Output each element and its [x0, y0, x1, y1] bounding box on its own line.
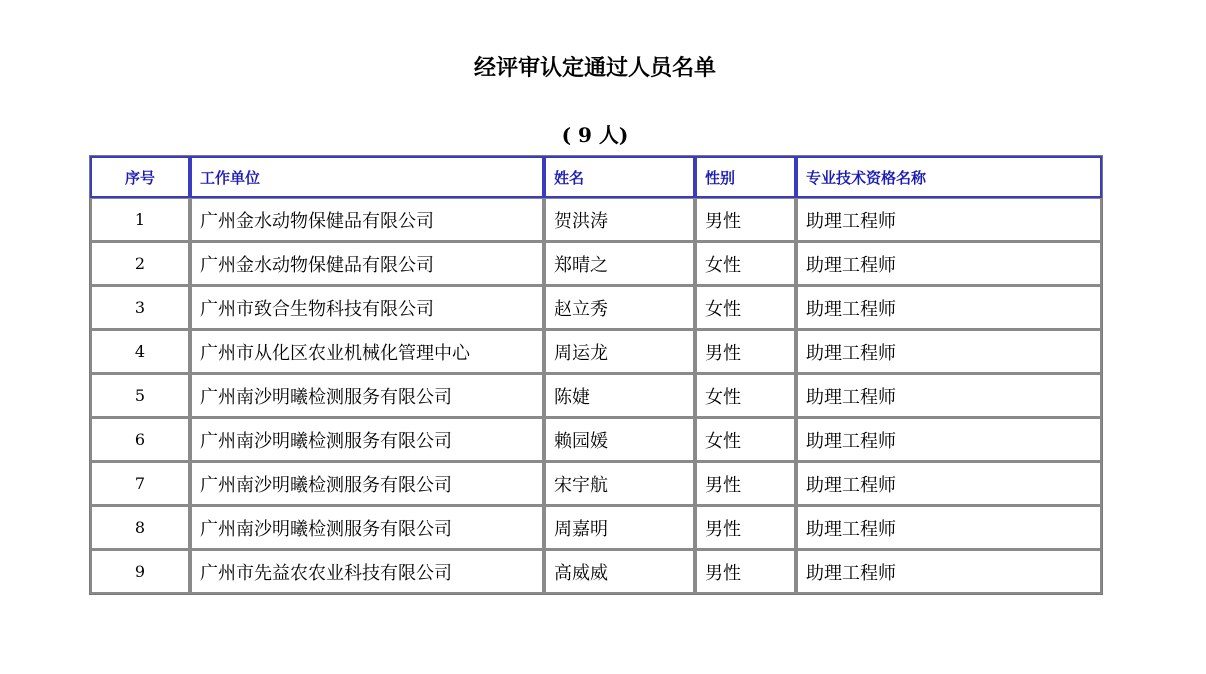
cell-qualification: 助理工程师 [796, 198, 1102, 242]
cell-no: 9 [90, 550, 190, 594]
cell-no: 4 [90, 330, 190, 374]
cell-no: 1 [90, 198, 190, 242]
cell-gender: 男性 [695, 506, 796, 550]
cell-qualification: 助理工程师 [796, 418, 1102, 462]
cell-name: 宋宇航 [544, 462, 695, 506]
cell-gender: 女性 [695, 418, 796, 462]
table-row [90, 418, 1102, 462]
table-header-row [90, 156, 1102, 198]
table-row [90, 506, 1102, 550]
cell-unit: 广州南沙明曦检测服务有限公司 [190, 374, 544, 418]
header-gender: 性别 [695, 156, 796, 198]
cell-qualification: 助理工程师 [796, 462, 1102, 506]
cell-gender: 男性 [695, 550, 796, 594]
cell-gender: 女性 [695, 374, 796, 418]
cell-unit: 广州金水动物保健品有限公司 [190, 242, 544, 286]
cell-qualification: 助理工程师 [796, 374, 1102, 418]
cell-qualification: 助理工程师 [796, 506, 1102, 550]
cell-qualification: 助理工程师 [796, 550, 1102, 594]
table-row [90, 242, 1102, 286]
cell-gender: 女性 [695, 286, 796, 330]
cell-gender: 男性 [695, 330, 796, 374]
cell-no: 8 [90, 506, 190, 550]
cell-qualification: 助理工程师 [796, 286, 1102, 330]
cell-name: 周运龙 [544, 330, 695, 374]
cell-unit: 广州市从化区农业机械化管理中心 [190, 330, 544, 374]
cell-gender: 男性 [695, 198, 796, 242]
cell-unit: 广州金水动物保健品有限公司 [190, 198, 544, 242]
header-no: 序号 [90, 156, 190, 198]
cell-no: 5 [90, 374, 190, 418]
cell-unit: 广州市先益农农业科技有限公司 [190, 550, 544, 594]
cell-name: 周嘉明 [544, 506, 695, 550]
cell-no: 3 [90, 286, 190, 330]
table-row [90, 374, 1102, 418]
cell-unit: 广州市致合生物科技有限公司 [190, 286, 544, 330]
cell-unit: 广州南沙明曦检测服务有限公司 [190, 506, 544, 550]
cell-name: 贺洪涛 [544, 198, 695, 242]
headcount-subtitle: ( 9 人) [561, 123, 629, 147]
cell-no: 2 [90, 242, 190, 286]
header-name: 姓名 [544, 156, 695, 198]
approved-personnel-table [89, 155, 1103, 595]
page-title: 经评审认定通过人员名单 [473, 56, 716, 81]
cell-qualification: 助理工程师 [796, 330, 1102, 374]
cell-qualification: 助理工程师 [796, 242, 1102, 286]
cell-name: 郑晴之 [544, 242, 695, 286]
cell-unit: 广州南沙明曦检测服务有限公司 [190, 462, 544, 506]
cell-name: 赖园媛 [544, 418, 695, 462]
header-qualification: 专业技术资格名称 [796, 156, 1102, 198]
table-row [90, 330, 1102, 374]
table-row [90, 198, 1102, 242]
header-unit: 工作单位 [190, 156, 544, 198]
cell-gender: 女性 [695, 242, 796, 286]
cell-no: 6 [90, 418, 190, 462]
cell-name: 陈婕 [544, 374, 695, 418]
cell-name: 高威威 [544, 550, 695, 594]
cell-no: 7 [90, 462, 190, 506]
cell-unit: 广州南沙明曦检测服务有限公司 [190, 418, 544, 462]
table-row [90, 462, 1102, 506]
table-row [90, 286, 1102, 330]
table-row [90, 550, 1102, 594]
cell-gender: 男性 [695, 462, 796, 506]
cell-name: 赵立秀 [544, 286, 695, 330]
